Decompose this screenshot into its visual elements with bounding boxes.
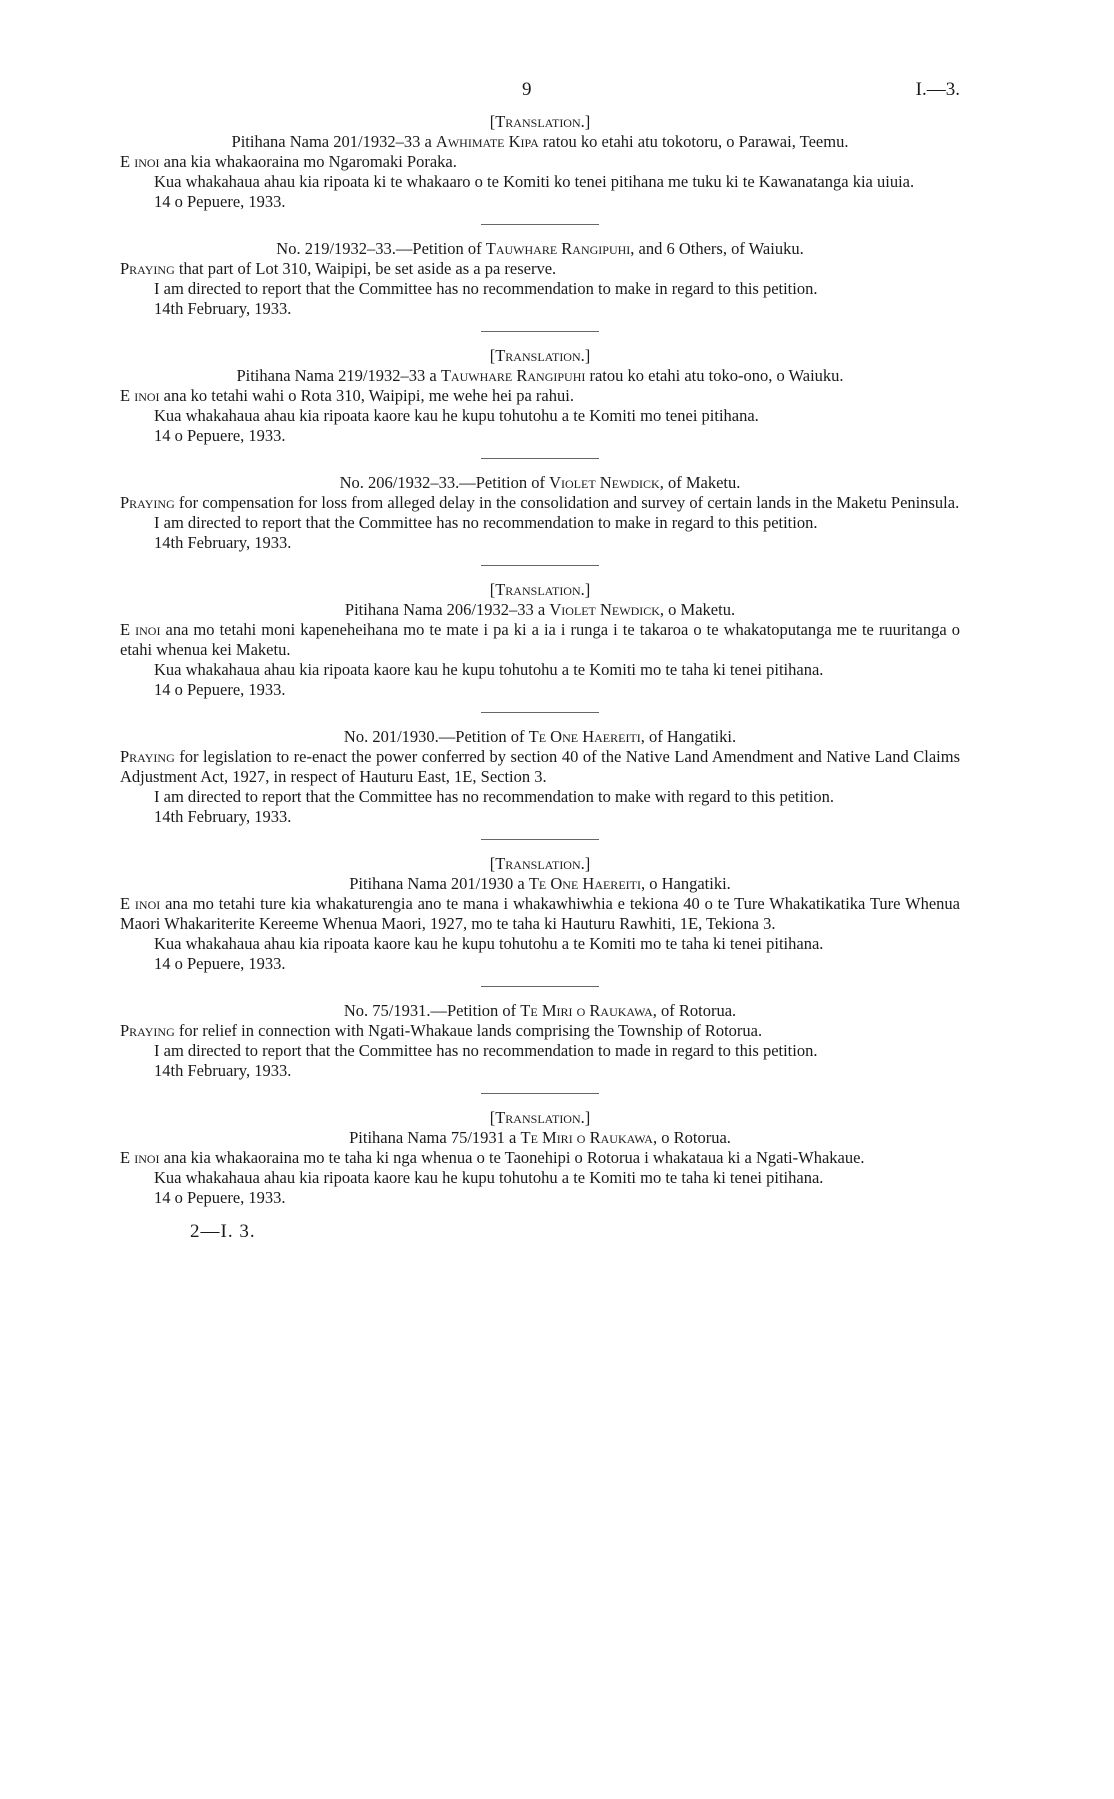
petition-report: Kua whakahaua ahau kia ripoata kaore kau he kupu tohutohu a te Komiti mo te taha ki tenei pitihana. — [154, 660, 824, 679]
petition-date: 14 o Pepuere, 1933. — [154, 680, 286, 699]
petition-prayer: E inoi ana mo tetahi ture kia whakaturengia ano te mana i whakawhiwhia e tekiona 40 o te Ture Whakatikatika Ture Whenua Maori Whakariterite Kereeme Whenua Maori, 1927, mo te taha ki Hauturu Rawhiti, 1E, Tekiona 3. — [120, 894, 960, 933]
petition-report: I am directed to report that the Committee has no recommendation to make with regard to this petition. — [154, 787, 834, 806]
petition-section — [120, 580, 960, 700]
petition-section — [120, 1108, 960, 1208]
section-divider — [481, 839, 599, 840]
petition-title: Pitihana Nama 75/1931 a Te Miri o Raukawa, o Rotorua. — [349, 1128, 731, 1147]
petition-date: 14th February, 1933. — [154, 533, 292, 552]
page-number: 9 — [522, 79, 532, 100]
section-divider — [481, 224, 599, 225]
section-divider — [481, 458, 599, 459]
petition-prayer: Praying for legislation to re-enact the power conferred by section 40 of the Native Land Amendment and Native Land Claims Adjustment Act, 1927, in respect of Hauturu East, 1E, Section 3. — [120, 747, 960, 786]
petition-section — [120, 1001, 960, 1081]
petition-date: 14 o Pepuere, 1933. — [154, 1188, 286, 1207]
petition-title: No. 201/1930.—Petition of Te One Haereiti, of Hangatiki. — [343, 727, 737, 746]
petition-report: Kua whakahaua ahau kia ripoata kaore kau he kupu tohutohu a te Komiti mo tenei pitihana. — [154, 406, 759, 425]
petition-prayer: E inoi ana kia whakaoraina mo te taha ki nga whenua o te Taonehipi o Rotorua i whakataua ki a Ngati-Whakaue. — [120, 1148, 865, 1167]
petition-date: 14 o Pepuere, 1933. — [154, 192, 286, 211]
petition-prayer: Praying for relief in connection with Ngati-Whakaue lands comprising the Township of Rotorua. — [120, 1021, 763, 1040]
translation-label: [Translation.] — [489, 112, 591, 131]
translation-label: [Translation.] — [489, 580, 591, 599]
petition-title: Pitihana Nama 201/1932–33 a Awhimate Kipa ratou ko etahi atu tokotoru, o Parawai, Teemu. — [231, 132, 849, 151]
page-header — [120, 0, 960, 112]
petition-prayer: Praying that part of Lot 310, Waipipi, be set aside as a pa reserve. — [120, 259, 557, 278]
petition-report: Kua whakahaua ahau kia ripoata kaore kau he kupu tohutohu a te Komiti mo te taha ki tenei pitihana. — [154, 1168, 824, 1187]
petition-report: Kua whakahaua ahau kia ripoata kaore kau he kupu tohutohu a te Komiti mo te taha ki tenei pitihana. — [154, 934, 824, 953]
petition-title: Pitihana Nama 201/1930 a Te One Haereiti, o Hangatiki. — [349, 874, 731, 893]
petition-date: 14th February, 1933. — [154, 1061, 292, 1080]
petition-report: I am directed to report that the Committee has no recommendation to make in regard to this petition. — [154, 513, 818, 532]
petition-section — [120, 239, 960, 319]
section-divider — [481, 565, 599, 566]
petition-title: No. 219/1932–33.—Petition of Tauwhare Rangipuhi, and 6 Others, of Waiuku. — [276, 239, 804, 258]
petition-section — [120, 473, 960, 553]
footer-signature: 2—I. 3. — [190, 1221, 256, 1242]
translation-label: [Translation.] — [489, 854, 591, 873]
section-divider — [481, 986, 599, 987]
petition-title: Pitihana Nama 219/1932–33 a Tauwhare Rangipuhi ratou ko etahi atu toko-ono, o Waiuku. — [236, 366, 844, 385]
section-divider — [481, 331, 599, 332]
petition-date: 14 o Pepuere, 1933. — [154, 954, 286, 973]
petition-report: I am directed to report that the Committee has no recommendation to made in regard to this petition. — [154, 1041, 818, 1060]
petition-report: Kua whakahaua ahau kia ripoata ki te whakaaro o te Komiti ko tenei pitihana me tuku ki te Kawanatanga kia uiuia. — [154, 172, 915, 191]
petition-prayer: E inoi ana kia whakaoraina mo Ngaromaki Poraka. — [120, 152, 457, 171]
translation-label: [Translation.] — [489, 346, 591, 365]
petition-prayer: E inoi ana mo tetahi moni kapeneheihana mo te mate i pa ki a ia i runga i te takaroa o te whakatoputanga me te ruuritanga o etahi whenua kei Maketu. — [120, 620, 960, 659]
section-divider — [481, 712, 599, 713]
petition-prayer: E inoi ana ko tetahi wahi o Rota 310, Waipipi, me wehe hei pa rahui. — [120, 386, 574, 405]
translation-label: [Translation.] — [489, 1108, 591, 1127]
document-page — [120, 0, 960, 1242]
petition-section — [120, 727, 960, 827]
petition-date: 14 o Pepuere, 1933. — [154, 426, 286, 445]
petition-prayer: Praying for compensation for loss from alleged delay in the consolidation and survey of certain lands in the Maketu Peninsula. — [120, 493, 960, 512]
petition-section — [120, 112, 960, 212]
petition-report: I am directed to report that the Committee has no recommendation to make in regard to this petition. — [154, 279, 818, 298]
petition-date: 14th February, 1933. — [154, 807, 292, 826]
section-divider — [481, 1093, 599, 1094]
petition-section — [120, 854, 960, 974]
petition-date: 14th February, 1933. — [154, 299, 292, 318]
petition-section — [120, 346, 960, 446]
petition-title: No. 206/1932–33.—Petition of Violet Newdick, of Maketu. — [339, 473, 741, 492]
petition-title: Pitihana Nama 206/1932–33 a Violet Newdick, o Maketu. — [344, 600, 736, 619]
document-reference: I.—3. — [915, 79, 960, 100]
petition-title: No. 75/1931.—Petition of Te Miri o Raukawa, of Rotorua. — [343, 1001, 737, 1020]
